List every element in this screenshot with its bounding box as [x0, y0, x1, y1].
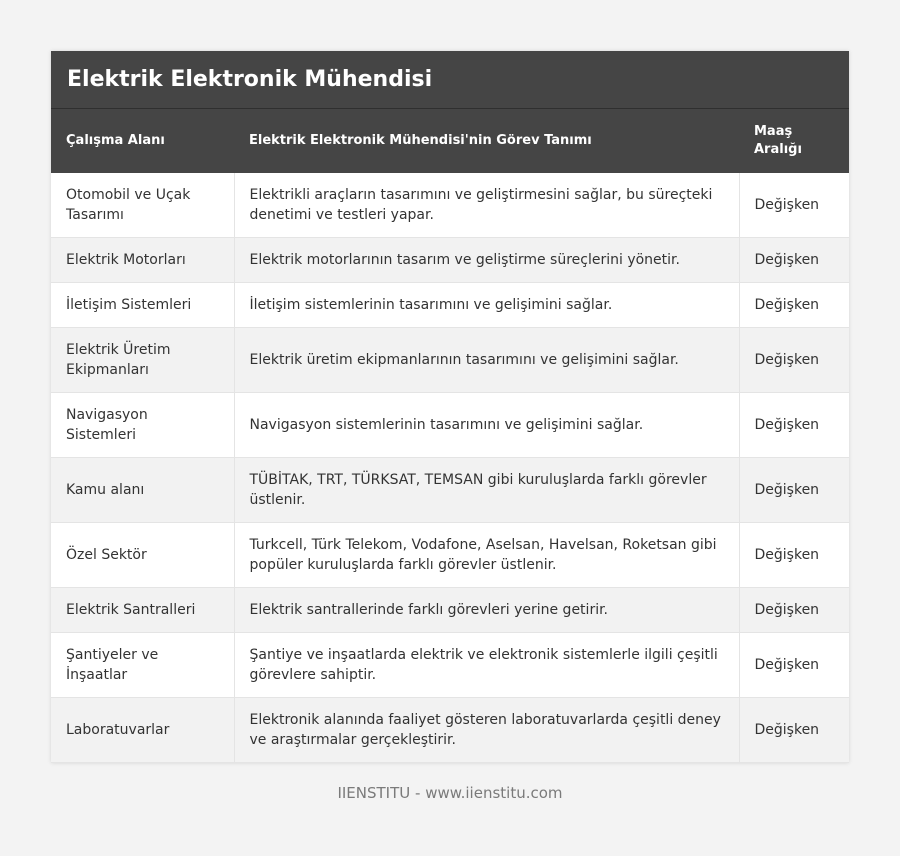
cell-description: Elektrik santrallerinde farklı görevleri yerine getirir. — [234, 588, 739, 633]
cell-area: Navigasyon Sistemleri — [51, 393, 234, 458]
table-row — [51, 523, 849, 588]
data-table — [51, 109, 849, 763]
cell-description: Elektronik alanında faaliyet gösteren laboratuvarlarda çeşitli deney ve araştırmalar gerçekleştirir. — [234, 698, 739, 763]
cell-area: Elektrik Üretim Ekipmanları — [51, 328, 234, 393]
cell-description: TÜBİTAK, TRT, TÜRKSAT, TEMSAN gibi kuruluşlarda farklı görevler üstlenir. — [234, 458, 739, 523]
cell-description: Elektrikli araçların tasarımını ve geliştirmesini sağlar, bu süreçteki denetimi ve testleri yapar. — [234, 173, 739, 238]
cell-salary: Değişken — [739, 283, 849, 328]
table-row — [51, 283, 849, 328]
column-header-salary: Maaş Aralığı — [739, 109, 849, 173]
cell-area: Özel Sektör — [51, 523, 234, 588]
table-row — [51, 633, 849, 698]
cell-salary: Değişken — [739, 698, 849, 763]
cell-salary: Değişken — [739, 173, 849, 238]
table-row — [51, 328, 849, 393]
cell-area: Elektrik Motorları — [51, 238, 234, 283]
table-row — [51, 393, 849, 458]
table-title: Elektrik Elektronik Mühendisi — [51, 51, 849, 109]
cell-area: Otomobil ve Uçak Tasarımı — [51, 173, 234, 238]
cell-salary: Değişken — [739, 458, 849, 523]
cell-salary: Değişken — [739, 588, 849, 633]
column-header-area: Çalışma Alanı — [51, 109, 234, 173]
header-row — [51, 109, 849, 173]
table-row — [51, 458, 849, 523]
table-row — [51, 698, 849, 763]
table-row — [51, 588, 849, 633]
cell-area: İletişim Sistemleri — [51, 283, 234, 328]
table-row — [51, 238, 849, 283]
cell-salary: Değişken — [739, 523, 849, 588]
salary-table-card — [51, 51, 849, 763]
cell-area: Şantiyeler ve İnşaatlar — [51, 633, 234, 698]
cell-salary: Değişken — [739, 328, 849, 393]
cell-area: Elektrik Santralleri — [51, 588, 234, 633]
cell-salary: Değişken — [739, 238, 849, 283]
cell-description: Elektrik motorlarının tasarım ve geliştirme süreçlerini yönetir. — [234, 238, 739, 283]
cell-area: Laboratuvarlar — [51, 698, 234, 763]
column-header-description: Elektrik Elektronik Mühendisi'nin Görev Tanımı — [234, 109, 739, 173]
cell-description: Elektrik üretim ekipmanlarının tasarımını ve gelişimini sağlar. — [234, 328, 739, 393]
cell-description: İletişim sistemlerinin tasarımını ve gelişimini sağlar. — [234, 283, 739, 328]
cell-salary: Değişken — [739, 633, 849, 698]
cell-area: Kamu alanı — [51, 458, 234, 523]
cell-description: Şantiye ve inşaatlarda elektrik ve elektronik sistemlerle ilgili çeşitli görevlere sahiptir. — [234, 633, 739, 698]
cell-salary: Değişken — [739, 393, 849, 458]
cell-description: Turkcell, Türk Telekom, Vodafone, Aselsan, Havelsan, Roketsan gibi popüler kuruluşlarda farklı görevler üstlenir. — [234, 523, 739, 588]
cell-description: Navigasyon sistemlerinin tasarımını ve gelişimini sağlar. — [234, 393, 739, 458]
table-row — [51, 173, 849, 238]
footer-credit: IIENSTITU - www.iienstitu.com — [337, 784, 563, 802]
